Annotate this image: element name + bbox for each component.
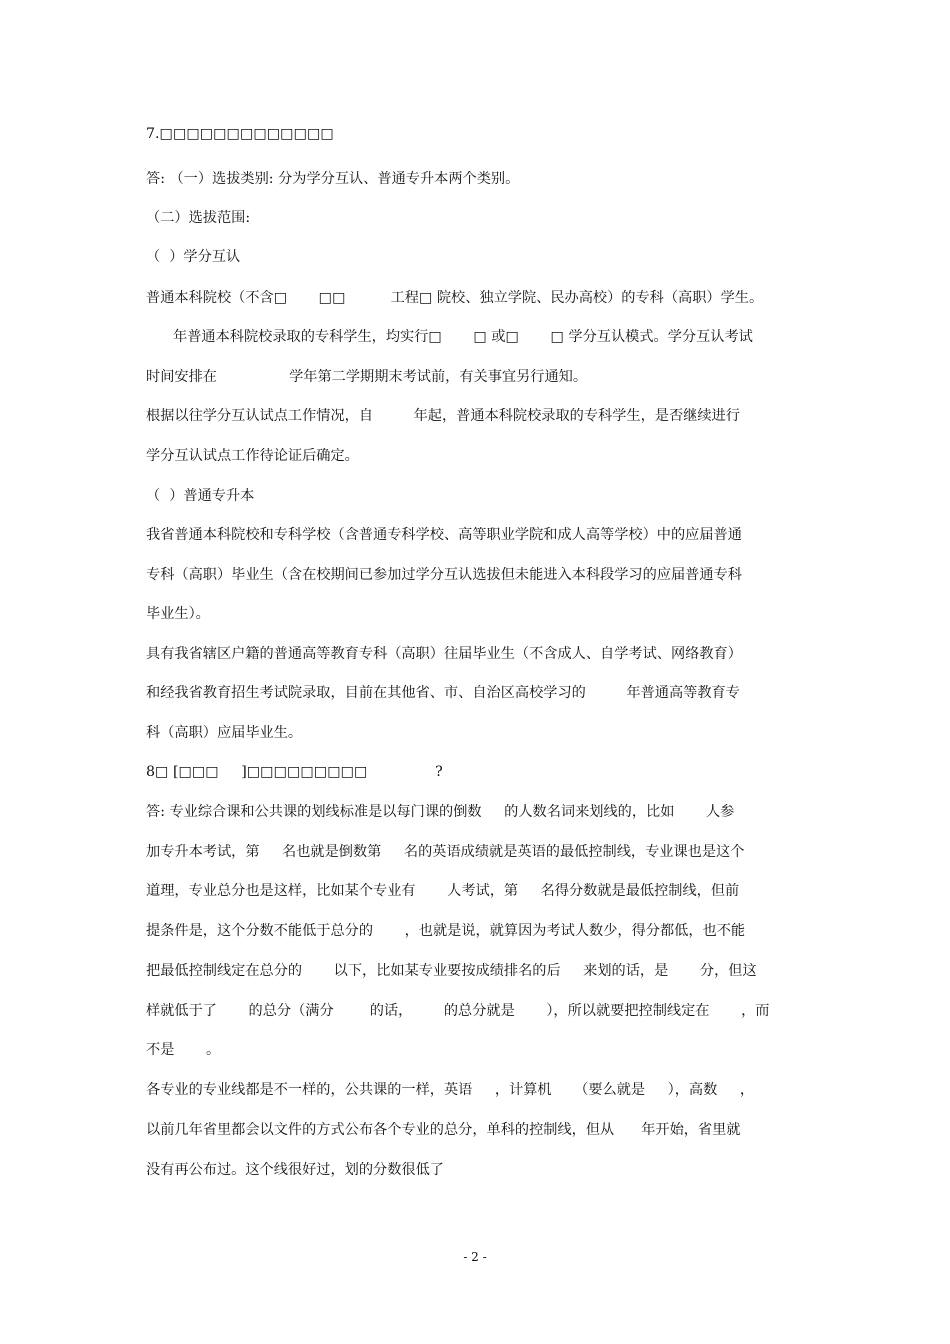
answer-7-line-7: 根据以往学分互认试点工作情况，自 年起，普通本科院校录取的专科学生，是否继续进行 (146, 408, 740, 424)
answer-8-line-7: 不是 。 (146, 1042, 221, 1058)
answer-7-line-12: 毕业生）。 (146, 606, 210, 622)
answer-7-line-6: 时间安排在 学年第二学期期末考试前，有关事宜另行通知。 (146, 369, 588, 385)
answer-8-line-9: 以前几年省里都会以文件的方式公布各个专业的总分，单科的控制线，但从 年开始，省里就 (146, 1122, 741, 1138)
answer-8-line-2: 加专升本考试，第 名也就是倒数第 名的英语成绩就是英语的最低控制线，专业课也是这个 (146, 844, 745, 860)
answer-7-line-15: 科（高职）应届毕业生。 (146, 725, 303, 741)
answer-7-line-13: 具有我省辖区户籍的普通高等教育专科（高职）往届毕业生（不含成人、自学考试、网络教育） (146, 646, 742, 662)
answer-7-line-11: 专科（高职）毕业生（含在校期间已参加过学分互认选拔但未能进入本科段学习的应届普通专科 (146, 567, 742, 583)
answer-7-line-10: 我省普通本科院校和专科学校（含普通专科学校、高等职业学院和成人高等学校）中的应届普通 (146, 527, 742, 543)
answer-7-line-3: （ ）学分互认 (146, 249, 241, 265)
answer-8-line-1: 答: 专业综合课和公共课的划线标准是以每门课的倒数 的人数名词来划线的，比如 人参 (146, 804, 735, 820)
answer-8-line-4: 提条件是，这个分数不能低于总分的 ，也就是说，就算因为考试人数少，得分都低，也不能 (146, 923, 746, 939)
answer-8-line-8: 各专业的专业线都是不一样的，公共课的一样，英语 ，计算机 （要么就是 ），高数 ， (146, 1082, 755, 1098)
answer-8-line-3: 道理，专业总分也是这样，比如某个专业有 人考试，第 名得分数就是最低控制线，但前 (146, 883, 740, 899)
question-7-heading: 7.□□□□□□□□□□□□□ (146, 126, 334, 142)
page-number: - 2 - (463, 1250, 487, 1264)
answer-8-line-6: 样就低于了 的总分（满分 的话， 的总分就是 ），所以就要把控制线定在 ，而 (146, 1003, 770, 1019)
answer-8-line-10: 没有再公布过。这个线很好过，划的分数很低了 (146, 1162, 444, 1178)
answer-8-line-5: 把最低控制线定在总分的 以下，比如某专业要按成绩排名的后 来划的话，是 分，但这 (146, 963, 757, 979)
answer-7-line-14: 和经我省教育招生考试院录取，目前在其他省、市、自治区高校学习的 年普通高等教育专 (146, 685, 740, 701)
answer-7-line-8: 学分互认试点工作待论证后确定。 (146, 448, 359, 464)
answer-7-line-2: （二）选拔范围: (146, 210, 251, 226)
answer-7-line-5: 年普通本科院校录取的专科学生，均实行□ □ 或□ □ 学分互认模式。学分互认考试 (146, 329, 753, 345)
question-8-heading: 8□ [□□□ ]□□□□□□□□□ ? (146, 764, 443, 780)
answer-7-line-4: 普通本科院校（不含□ □□ 工程□ 院校、独立学院、民办高校）的专科（高职）学生。 (146, 290, 764, 306)
answer-7-line-9: （ ）普通专升本 (146, 488, 255, 504)
answer-7-line-1: 答: （一）选拔类别: 分为学分互认、普通专升本两个类别。 (146, 171, 520, 187)
